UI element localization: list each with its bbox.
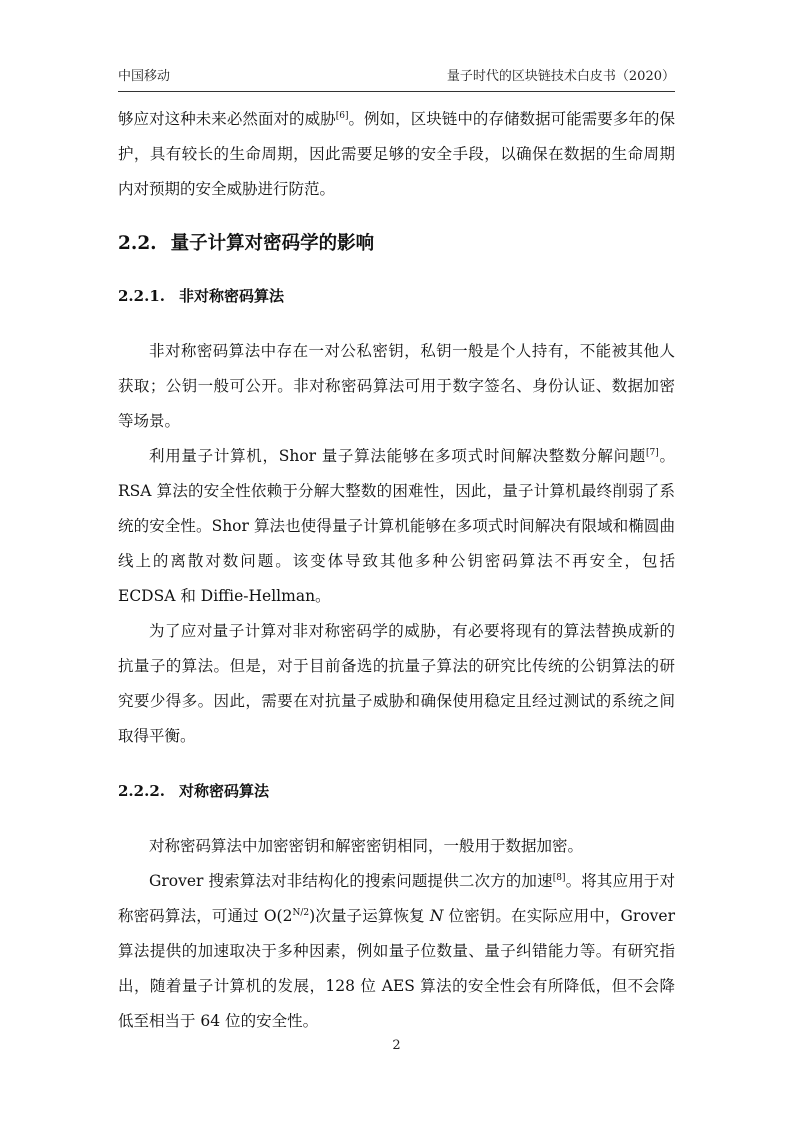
- page-number: 2: [392, 1038, 401, 1053]
- post-quantum-paragraph: 为了应对量子计算对非对称密码学的威胁，有必要将现有的算法替换成新的抗量子的算法。但是，对于目前备选的抗量子算法的研究比传统的公钥算法的研究要少得多。因此，需要在对抗量子威胁和确保使用稳定且经过测试的系统之间取得平衡。: [118, 622, 675, 745]
- subsection-heading-2-2-1: [118, 283, 675, 309]
- section-title: 量子计算对密码学的影响: [170, 233, 375, 254]
- section-heading-2-2: [118, 229, 675, 259]
- header-document-title: 量子时代的区块链技术白皮书（2020）: [446, 69, 675, 84]
- page-body: [118, 102, 675, 1039]
- citation-6: [6]: [335, 111, 349, 121]
- subsection-title: 非对称密码算法: [178, 287, 284, 305]
- symmetric-intro-paragraph: 对称密码算法中加密密钥和解密密钥相同，一般用于数据加密。: [149, 837, 584, 855]
- subsection-number: 2.2.1.: [118, 287, 165, 305]
- section-number: 2.2.: [118, 233, 157, 254]
- subsection-heading-2-2-2: [118, 778, 675, 804]
- subsection-title: 对称密码算法: [178, 782, 269, 800]
- citation-8: [8]: [552, 873, 566, 883]
- asymmetric-intro-paragraph: 非对称密码算法中存在一对公私密钥，私钥一般是个人持有，不能被其他人获取；公钥一般可公开。非对称密码算法可用于数字签名、身份认证、数据加密等场景。: [118, 342, 675, 430]
- exponent: N/2: [292, 908, 310, 918]
- subsection-number: 2.2.2.: [118, 782, 165, 800]
- header-divider: [118, 91, 675, 92]
- shor-paragraph: 利用量子计算机，Shor 量子算法能够在多项式时间解决整数分解问题[7]。RSA 算法的安全性依赖于分解大整数的困难性，因此，量子计算机最终削弱了系统的安全性。Shor 算法也使得量子计算机能够在多项式时间解决有限域和椭圆曲线上的离散对数问题。该变体导致其他多种公钥密码算法不再安全，包括 ECDSA 和 Diffie-Hellman。: [118, 447, 675, 605]
- grover-paragraph: Grover 搜索算法对非结构化的搜索问题提供二次方的加速[8]。将其应用于对称密码算法，可通过 $O(2^{N/2})$次量子运算恢复 N 位密钥。在实际应用中，Grover 算法提供的加速取决于多种因素，例如量子位数量、量子纠错能力等。有研究指出，随着量子计算机的发展，128 位 AES 算法的安全性会有所降低，但不会降低至相当于 64 位的安全性。: [118, 872, 676, 1030]
- header-organization: 中国移动: [118, 69, 171, 84]
- variable-n: N: [429, 907, 444, 925]
- citation-7: [7]: [646, 448, 659, 458]
- continuation-paragraph: 够应对这种未来必然面对的威胁[6]。例如，区块链中的存储数据可能需要多年的保护，具有较长的生命周期，因此需要足够的安全手段，以确保在数据的生命周期内对预期的安全威胁进行防范。: [118, 110, 675, 198]
